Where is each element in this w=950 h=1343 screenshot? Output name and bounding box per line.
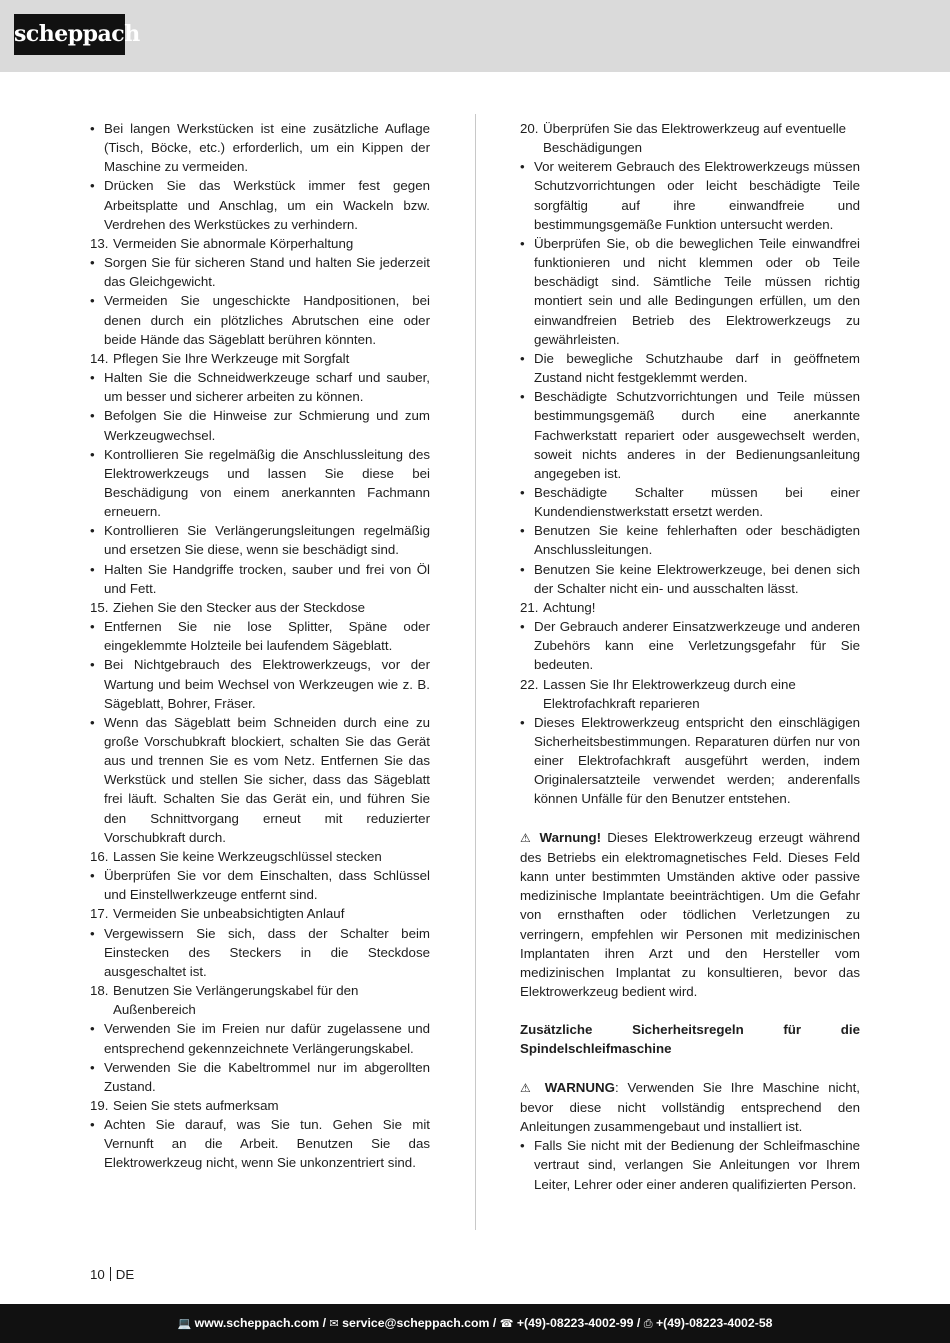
warning-paragraph: [520, 828, 860, 1001]
bullet-item: [90, 617, 430, 655]
footer-website[interactable]: www.scheppach.com: [194, 1316, 320, 1330]
bullet-item: [90, 368, 430, 406]
bullet-icon: •: [90, 657, 95, 673]
bullet-icon: •: [90, 446, 95, 462]
bullet-item: [90, 406, 430, 444]
bullet-text: Vor weiterem Gebrauch des Elektrowerkzeugs müssen Schutzvorrichtungen oder leicht beschädigte Teile sorgfältig auf ihre einwandfreie und bestimmungsgemäße Funktion untersucht werden.: [534, 159, 860, 232]
section-heading: [520, 119, 860, 157]
section-number: 14.: [90, 350, 109, 366]
bullet-text: Falls Sie nicht mit der Bedienung der Schleifmaschine vertraut sind, verlangen Sie Anleitungen vor Ihrem Leiter, Lehrer oder einer anderen qualifizierten Person.: [534, 1138, 860, 1192]
paragraph-spacer: [520, 1059, 860, 1078]
section-heading: [90, 1096, 430, 1115]
bullet-text: Der Gebrauch anderer Einsatzwerkzeuge und anderen Zubehörs kann eine Verletzungsgefahr für Sie bedeuten.: [534, 619, 860, 673]
left-column: [90, 119, 430, 1173]
section-number: 16.: [90, 848, 109, 864]
footer-phone[interactable]: +(49)-08223-4002-99: [516, 1316, 634, 1330]
bullet-icon: •: [520, 159, 525, 175]
bullet-text: Befolgen Sie die Hinweise zur Schmierung und zum Werkzeugwechsel.: [104, 408, 430, 443]
envelope-icon: ✉: [329, 1317, 339, 1330]
warning-triangle-icon: ⚠: [520, 830, 540, 845]
bullet-item: [90, 655, 430, 712]
bullet-item: [90, 253, 430, 291]
bullet-item: [90, 924, 430, 981]
bullet-text: Überprüfen Sie, ob die beweglichen Teile einwandfrei funktionieren und nicht klemmen oder ob Teile beschädigt sind. Sämtliche Teile müssen richtig montiert sein und alle Bedingungen erfüllen, um den einwandfreien Betrieb des Elektrowerkzeugs zu gewährleisten.: [534, 235, 860, 347]
section-number: 17.: [90, 906, 109, 922]
section-heading: [520, 598, 860, 617]
bullet-item: [90, 1019, 430, 1057]
warning-paragraph: [520, 1078, 860, 1136]
bullet-item: [520, 157, 860, 234]
bullet-icon: •: [90, 1059, 95, 1075]
bullet-icon: •: [90, 1117, 95, 1133]
bullet-text: Halten Sie Handgriffe trocken, sauber und frei von Öl und Fett.: [104, 561, 430, 596]
bullet-icon: •: [520, 561, 525, 577]
bullet-icon: •: [90, 619, 95, 635]
section-number: 20.: [520, 121, 539, 136]
bullet-icon: •: [90, 925, 95, 941]
bullet-item: [90, 560, 430, 598]
section-number: 15.: [90, 599, 109, 615]
bullet-icon: •: [90, 255, 95, 271]
bullet-text: Vergewissern Sie sich, dass der Schalter beim Einstecken des Steckers in die Steckdose ausgeschaltet ist.: [104, 925, 430, 979]
bullet-item: [520, 521, 860, 559]
bullet-icon: •: [90, 561, 95, 577]
page-number-value: 10: [90, 1267, 105, 1282]
bullet-text: Wenn das Sägeblatt beim Schneiden durch eine zu große Vorschubkraft blockiert, schalten Sie das Gerät aus und trennen Sie es vom Netz. Entfernen Sie das Werkstück und stellen Sie sicher, dass das Sägeblatt frei läuft. Schalten Sie das Gerät ein, und führen Sie den Schnittvorgang erneut mit reduzierter Vorschubkraft durch.: [104, 714, 430, 845]
bullet-icon: •: [520, 484, 525, 500]
section-number: 18.: [90, 983, 109, 999]
section-title: Lassen Sie Ihr Elektrowerkzeug durch eine Elektrofachkraft reparieren: [543, 676, 796, 711]
bullet-icon: •: [90, 1021, 95, 1037]
section-title: Vermeiden Sie unbeabsichtigten Anlauf: [113, 906, 345, 922]
bullet-text: Verwenden Sie die Kabeltrommel nur im abgerollten Zustand.: [104, 1059, 430, 1094]
bullet-item: [520, 713, 860, 809]
bullet-item: [520, 560, 860, 598]
page-language: DE: [115, 1267, 135, 1282]
section-title: Lassen Sie keine Werkzeugschlüssel stecken: [113, 848, 382, 864]
section-title: Pflegen Sie Ihre Werkzeuge mit Sorgfalt: [113, 350, 350, 366]
page-number-separator: [110, 1267, 111, 1281]
bullet-text: Achten Sie darauf, was Sie tun. Gehen Sie mit Vernunft an die Arbeit. Benutzen Sie das Elektrowerkzeug nicht, wenn Sie unkonzentriert sind.: [104, 1117, 430, 1171]
section-number: 22.: [520, 676, 539, 692]
bullet-item: [520, 387, 860, 483]
bullet-item: [90, 866, 430, 904]
paragraph-spacer: [520, 1001, 860, 1020]
bullet-icon: •: [520, 235, 525, 251]
bullet-item: [520, 234, 860, 349]
bullet-text: Bei Nichtgebrauch des Elektrowerkzeugs, vor der Wartung und beim Wechsel von Werkzeugen wie z. B. Sägeblatt, Bohrer, Fräser.: [104, 657, 430, 711]
bullet-icon: •: [520, 1138, 525, 1154]
bullet-icon: •: [90, 293, 95, 309]
bullet-icon: •: [90, 178, 95, 194]
bullet-icon: •: [90, 714, 95, 730]
footer-separator: /: [492, 1316, 497, 1330]
section-title: Benutzen Sie Verlängerungskabel für den Außenbereich: [113, 983, 359, 1018]
footer-separator: /: [322, 1316, 327, 1330]
warning-label: Warnung!: [539, 829, 602, 845]
bullet-item: [520, 617, 860, 674]
section-heading: [90, 847, 430, 866]
warning-text: : Verwenden Sie Ihre Maschine nicht, bevor diese nicht vollständig entsprechend den Anleitungen zusammengebaut und installiert ist.: [520, 1079, 860, 1135]
scheppach-logo: scheppach: [14, 14, 125, 55]
section-title: Ziehen Sie den Stecker aus der Steckdose: [113, 599, 366, 615]
bullet-item: [90, 521, 430, 559]
bullet-text: Halten Sie die Schneidwerkzeuge scharf und sauber, um besser und sicherer arbeiten zu können.: [104, 370, 430, 405]
bullet-text: Die bewegliche Schutzhaube darf in geöffnetem Zustand nicht festgeklemmt werden.: [534, 350, 860, 386]
bullet-item: [90, 176, 430, 233]
bullet-icon: •: [520, 523, 525, 539]
bullet-item: [90, 445, 430, 522]
bullet-text: Entfernen Sie nie lose Splitter, Späne oder eingeklemmte Holzteile bei laufendem Sägeblatt.: [104, 619, 430, 654]
computer-icon: 💻: [177, 1317, 192, 1330]
bullet-text: Sorgen Sie für sicheren Stand und halten Sie jederzeit das Gleichgewicht.: [104, 255, 430, 290]
bullet-icon: •: [520, 714, 525, 730]
section-heading: [90, 349, 430, 368]
bullet-item: [90, 119, 430, 176]
footer-separator: /: [636, 1316, 641, 1330]
section-title: Vermeiden Sie abnormale Körperhaltung: [113, 235, 354, 251]
bullet-icon: •: [90, 408, 95, 424]
bullet-text: Beschädigte Schutzvorrichtungen und Teile müssen bestimmungsgemäß durch eine anerkannte Fachwerkstatt repariert oder ausgewechselt werden, soweit nichts anderes in der Bedienungsanleitung angegeben ist.: [534, 389, 860, 481]
bullet-icon: •: [90, 370, 95, 386]
section-number: 13.: [90, 235, 109, 251]
warning-label: WARNUNG: [544, 1079, 615, 1095]
bullet-text: Kontrollieren Sie regelmäßig die Anschlussleitung des Elektrowerkzeugs und lassen Sie diese bei Beschädigung von einem anerkannten Fachmann erneuern.: [104, 446, 430, 520]
section-number: 21.: [520, 599, 539, 615]
bullet-text: Überprüfen Sie vor dem Einschalten, dass Schlüssel und Einstellwerkzeuge entfernt sind.: [104, 868, 430, 903]
footer-email[interactable]: service@scheppach.com: [342, 1316, 490, 1330]
footer-fax[interactable]: +(49)-08223-4002-58: [655, 1316, 773, 1330]
fax-icon: ⎙: [643, 1317, 653, 1330]
section-heading: [90, 598, 430, 617]
bullet-item: [520, 483, 860, 521]
bullet-item: [90, 1115, 430, 1172]
header-bar: [0, 0, 950, 72]
section-title: Überprüfen Sie das Elektrowerkzeug auf eventuelle Beschädigungen: [543, 121, 847, 156]
footer-bar: [0, 1304, 950, 1343]
bullet-icon: •: [520, 389, 525, 405]
bullet-item: [90, 1058, 430, 1096]
bullet-icon: •: [90, 121, 95, 136]
section-heading: [520, 675, 860, 713]
bullet-text: Bei langen Werkstücken ist eine zusätzliche Auflage (Tisch, Böcke, etc.) erforderlich, um ein Kippen der Maschine zu vermeiden.: [104, 121, 430, 175]
bullet-icon: •: [520, 350, 525, 366]
warning-triangle-icon: ⚠: [520, 1080, 545, 1095]
bullet-text: Benutzen Sie keine Elektrowerkzeuge, bei denen sich der Schalter nicht ein- und ausschalten lässt.: [534, 561, 860, 596]
section-title: Seien Sie stets aufmerksam: [113, 1097, 279, 1113]
bullet-icon: •: [90, 523, 95, 539]
bullet-item: [90, 713, 430, 847]
bullet-item: [520, 349, 860, 387]
section-heading: [90, 981, 430, 1019]
section-title: Achtung!: [543, 599, 596, 615]
bullet-icon: •: [90, 868, 95, 884]
bullet-text: Verwenden Sie im Freien nur dafür zugelassene und entsprechend gekennzeichnete Verlängerungskabel.: [104, 1021, 430, 1056]
bullet-text: Kontrollieren Sie Verlängerungsleitungen regelmäßig und ersetzen Sie diese, wenn sie beschädigt sind.: [104, 523, 430, 558]
bullet-icon: •: [520, 619, 525, 635]
section-heading: [90, 904, 430, 923]
warning-text: Dieses Elektrowerkzeug erzeugt während des Betriebs ein elektromagnetisches Feld. Dieses Feld kann unter bestimmten Umständen aktive oder passive medizinische Implantate beeinträchtigen. Um die Gefahr von ernsthaften oder tödlichen Verletzungen zu verringern, empfehlen wir Personen mit medizinischen Implantaten ihren Arzt und den Hersteller vom medizinischen Implantat zu konsultieren, bevor das Elektrowerkzeug bedient wird.: [520, 829, 860, 1000]
page-number: [90, 1265, 134, 1284]
bullet-text: Beschädigte Schalter müssen bei einer Kundendienstwerkstatt ersetzt werden.: [534, 484, 860, 520]
paragraph-spacer: [520, 809, 860, 828]
bullet-text: Drücken Sie das Werkstück immer fest gegen Arbeitsplatte und Anschlag, um ein Wackeln bzw. Verdrehen des Werkstückes zu verhindern.: [104, 178, 430, 232]
right-column: [520, 119, 860, 1194]
bullet-item: [520, 1136, 860, 1193]
section-heading: [90, 234, 430, 253]
phone-icon: ☎: [499, 1317, 514, 1330]
bullet-text: Vermeiden Sie ungeschickte Handpositionen, bei denen durch ein plötzliches Abrutschen eine oder beide Hände das Sägeblatt berühren könnten.: [104, 293, 430, 347]
bullet-text: Dieses Elektrowerkzeug entspricht den einschlägigen Sicherheitsbestimmungen. Reparaturen dürfen nur von einer Elektrofachkraft ausgeführt werden, indem Originalersatzteile verwendet werden; anderenfalls können Unfälle für den Benutzer entstehen.: [534, 714, 860, 807]
section-number: 19.: [90, 1097, 109, 1113]
bullet-item: [90, 291, 430, 348]
column-divider: [475, 114, 476, 1230]
bullet-text: Benutzen Sie keine fehlerhaften oder beschädigten Anschlussleitungen.: [534, 523, 860, 558]
subsection-heading: Zusätzliche Sicherheitsregeln für die Spindelschleifmaschine: [520, 1022, 860, 1057]
